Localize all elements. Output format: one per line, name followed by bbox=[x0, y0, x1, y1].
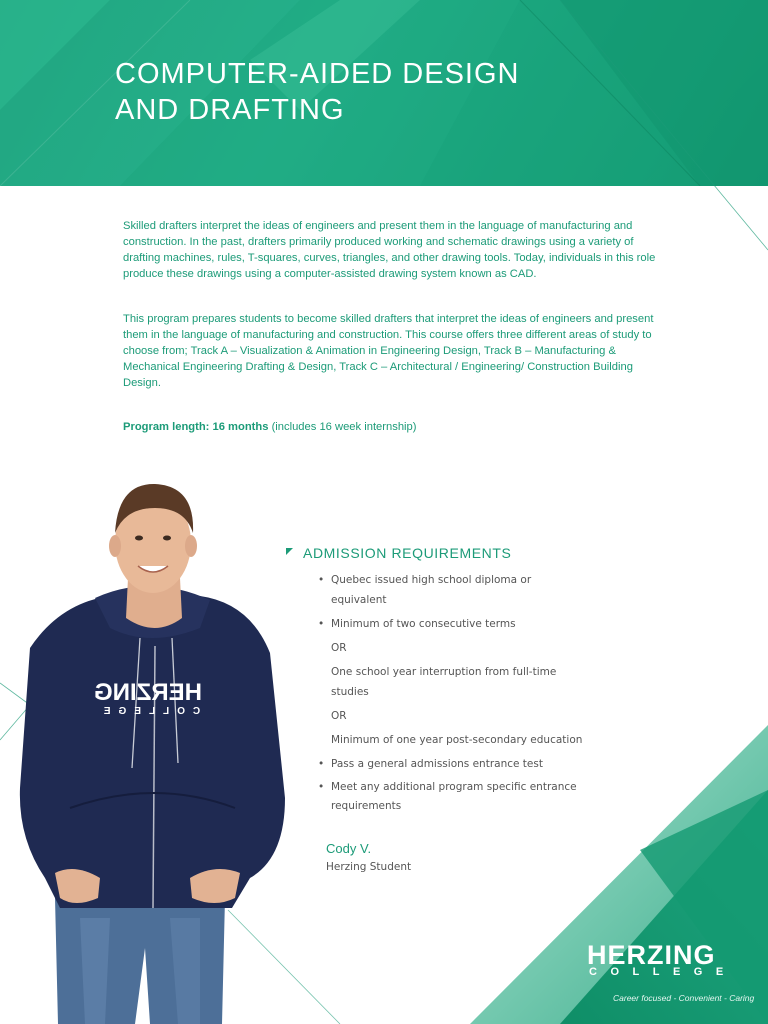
list-item: One school year interruption from full-time studies bbox=[331, 666, 557, 698]
herzing-logo-sub: COLLEGE bbox=[589, 966, 737, 978]
program-length-note: (includes 16 week internship) bbox=[268, 421, 417, 433]
corner-marker-icon bbox=[286, 548, 293, 555]
logo-tagline: Career focused - Convenient - Caring bbox=[613, 993, 755, 1003]
hoodie-print-line2: COLLEGE bbox=[95, 706, 201, 717]
list-item: • Pass a general admissions entrance test bbox=[318, 754, 588, 774]
list-item: • Minimum of two consecutive terms bbox=[318, 614, 588, 634]
list-item: Minimum of one year post-secondary education bbox=[331, 734, 583, 746]
page-title-line1: COMPUTER-AIDED DESIGN bbox=[115, 58, 520, 90]
herzing-logo: HERZING bbox=[587, 940, 716, 970]
list-item: • Quebec issued high school diploma or equivalent bbox=[318, 570, 588, 610]
admission-title: ADMISSION REQUIREMENTS bbox=[303, 545, 512, 561]
admission-requirements-list bbox=[318, 570, 588, 820]
list-item: OR bbox=[331, 642, 347, 654]
hoodie-print-line1: HERZING bbox=[94, 679, 202, 706]
program-length-label: Program length: 16 months bbox=[123, 421, 269, 433]
student-photo bbox=[0, 478, 300, 1024]
list-item: • Meet any additional program specific entrance requirements bbox=[318, 778, 588, 816]
intro-paragraph: Skilled drafters interpret the ideas of engineers and present them in the language of manufacturing and construction. In the past, drafters primarily produced working and schematic drawings using a variety of drafting machines, rules, T-squares, curves, triangles, and other drawing tools. Today, individuals in this role produce these drawings using a computer-assisted drawing system known as CAD. bbox=[123, 220, 656, 280]
program-paragraph: This program prepares students to become skilled drafters that interpret the ideas of engineers and present them in the language of manufacturing and construction. This course offers three different areas of study to choose from; Track A – Visualization & Animation in Engineering Design, Track B – Manufacturing & Mechanical Engineering Drafting & Design, Track C – Architectural / Engineering/ Construction Building Design. bbox=[123, 313, 654, 389]
student-role: Herzing Student bbox=[326, 861, 412, 873]
student-name: Cody V. bbox=[326, 841, 372, 856]
page-title-line2: AND DRAFTING bbox=[115, 94, 345, 126]
list-item: OR bbox=[331, 710, 347, 722]
